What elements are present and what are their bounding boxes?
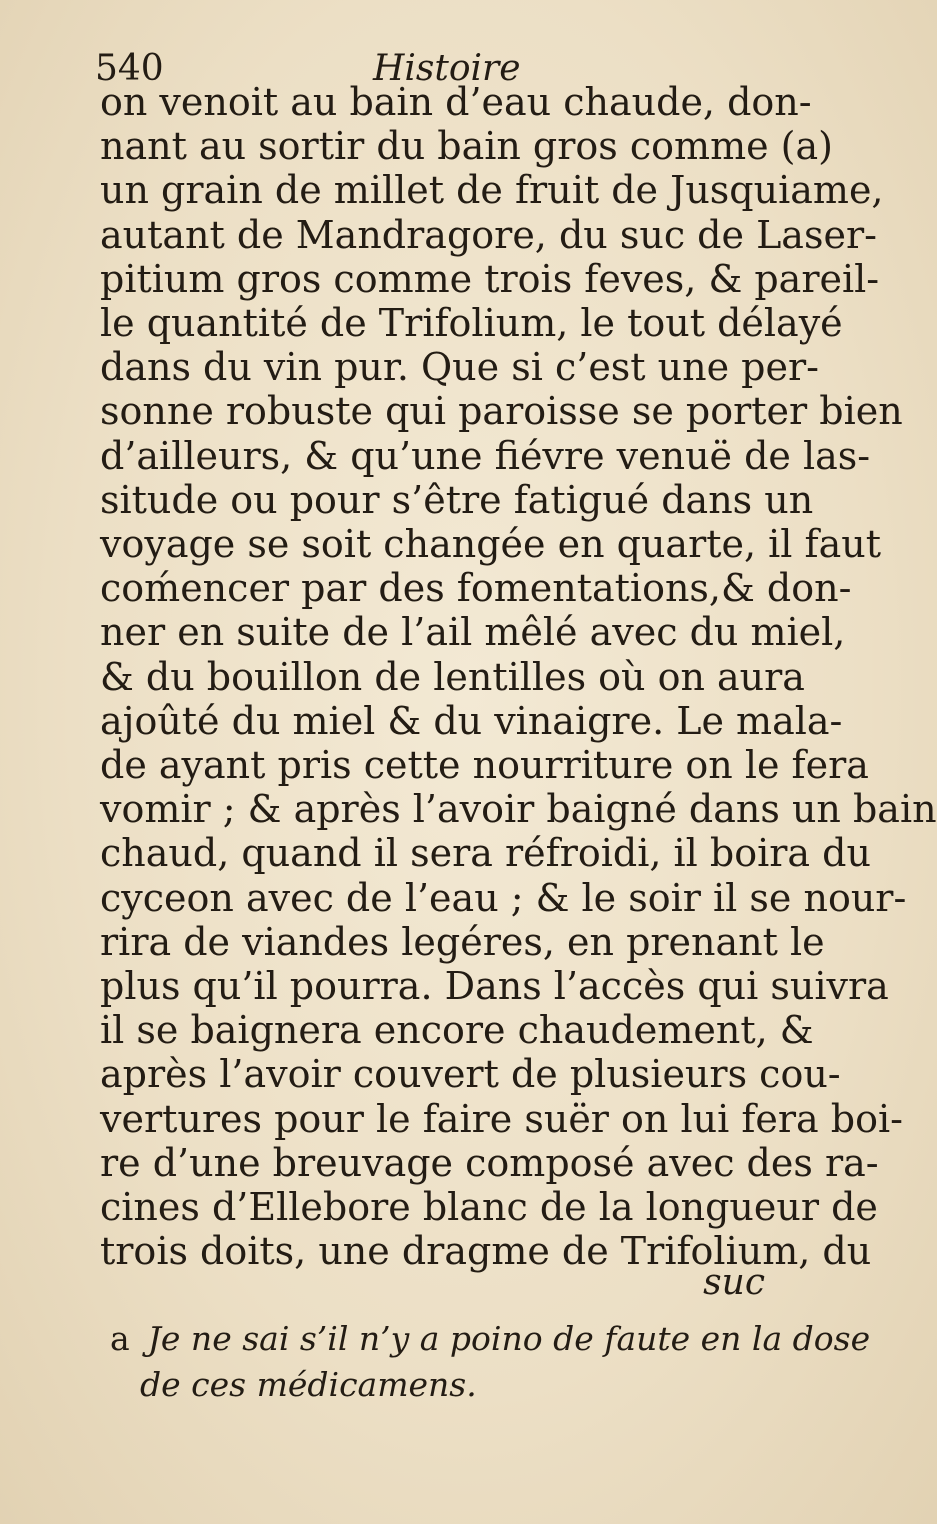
text-line: rira de viandes legéres, en prenant le xyxy=(100,919,825,964)
text-line: d’ailleurs, & qu’une fiévre venuë de las- xyxy=(100,433,871,478)
text-line: cyceon avec de l’eau ; & le soir il se nour- xyxy=(100,875,907,920)
text-line: autant de Mandragore, du suc de Laser- xyxy=(100,212,877,257)
text-line: pitium gros comme trois feves, & pareil- xyxy=(100,256,880,301)
text-line: & du bouillon de lentilles où on aura xyxy=(100,654,805,699)
running-title: Histoire xyxy=(373,48,521,89)
text-line: nant au sortir du bain gros comme (a) xyxy=(100,124,833,169)
body-text xyxy=(100,80,937,1274)
text-line: vertures pour le faire suër on lui fera boi- xyxy=(100,1096,903,1141)
catchword: suc xyxy=(703,1262,765,1303)
page-number: 540 xyxy=(95,48,164,89)
text-line: plus qu’il pourra. Dans l’accès qui suivra xyxy=(100,964,889,1009)
footnote xyxy=(110,1316,871,1408)
text-line: on venoit au bain d’eau chaude, don- xyxy=(100,80,812,124)
text-line: ner en suite de l’ail mêlé avec du miel, xyxy=(100,610,846,655)
text-line: situde ou pour s’être fatigué dans un xyxy=(100,477,814,522)
text-line: re d’une breuvage composé avec des ra- xyxy=(100,1140,879,1185)
text-line: un grain de millet de fruit de Jusquiame, xyxy=(100,168,884,213)
footnote-marker: a xyxy=(110,1319,130,1358)
text-line: voyage se soit changée en quarte, il faut xyxy=(100,522,882,567)
text-line: après l’avoir couvert de plusieurs cou- xyxy=(100,1052,841,1097)
text-line: coḿencer par des fomentations,& don- xyxy=(100,566,852,611)
text-line: ajoûté du miel & du vinaigre. Le mala- xyxy=(100,698,843,743)
text-line: trois doits, une dragme de Trifolium, du xyxy=(100,1229,872,1274)
text-line: cines d’Ellebore blanc de la longueur de xyxy=(100,1185,878,1230)
text-line: sonne robuste qui paroisse se porter bien xyxy=(100,389,903,434)
text-line: dans du vin pur. Que si c’est une per- xyxy=(100,345,819,390)
text-line: chaud, quand il sera réfroidi, il boira du xyxy=(100,831,871,876)
text-line: vomir ; & après l’avoir baigné dans un bain xyxy=(100,787,937,832)
footnote-line: Je ne sai s’il n’y a poino de faute en la dose xyxy=(147,1319,871,1358)
text-line: le quantité de Trifolium, le tout délayé xyxy=(100,301,843,346)
text-line: il se baignera encore chaudement, & xyxy=(100,1008,814,1053)
footnote-line: de ces médicamens. xyxy=(140,1365,477,1404)
text-line: de ayant pris cette nourriture on le fera xyxy=(100,743,869,788)
